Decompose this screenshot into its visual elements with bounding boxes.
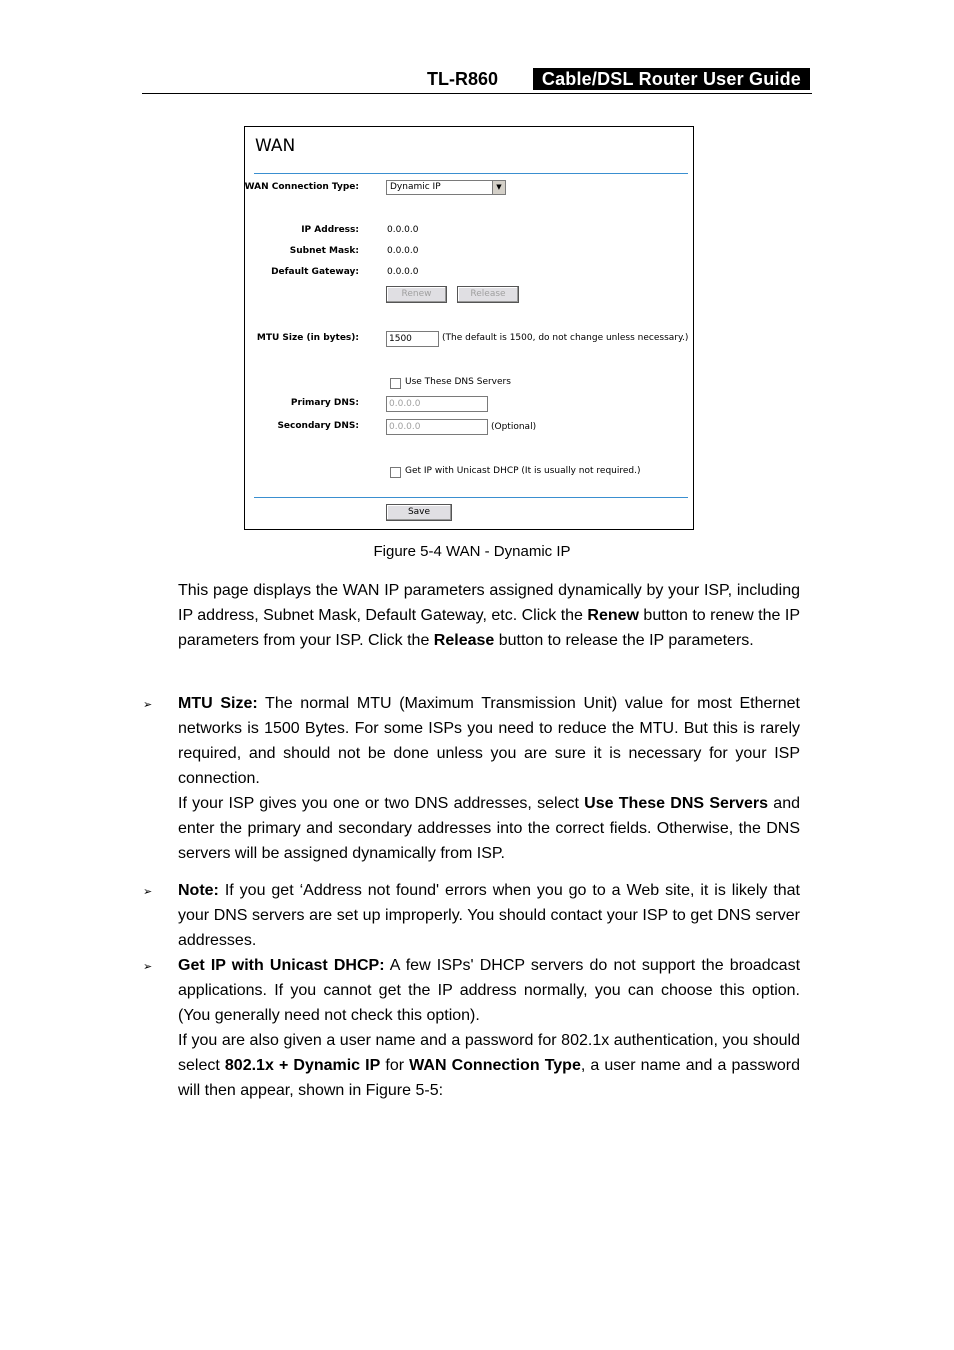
mtu-paragraph (178, 691, 800, 791)
intro-paragraph (178, 578, 800, 653)
bottom-divider (254, 497, 688, 498)
save-button[interactable]: Save (386, 504, 452, 521)
primary-dns-label: Primary DNS: (290, 398, 359, 408)
primary-dns-input[interactable]: 0.0.0.0 (386, 396, 488, 412)
secondary-dns-input[interactable]: 0.0.0.0 (386, 419, 488, 435)
note-term: Note: (178, 882, 219, 899)
secondary-dns-label: Secondary DNS: (277, 421, 359, 431)
default-gateway-label: Default Gateway: (271, 267, 359, 277)
dot1x-paragraph (178, 1028, 800, 1103)
dns-text-1: If your ISP gives you one or two DNS addresses, select (178, 795, 585, 812)
release-button[interactable]: Release (457, 286, 519, 303)
mtu-term: MTU Size: (178, 695, 258, 712)
dot1x-text-2: for (380, 1057, 410, 1074)
connection-type-value: Dynamic IP (390, 182, 441, 192)
ip-address-value: 0.0.0.0 (387, 225, 419, 235)
mtu-text: The normal MTU (Maximum Transmission Unit) value for most Ethernet networks is 1500 Bytes. For some ISPs you need to reduce the MTU. But this is rarely required, and should not be done unless you are sure it is necessary for your ISP connection. (178, 695, 800, 787)
optional-note: (Optional) (491, 422, 537, 432)
dot1x-text-1: If you are also given a user name and a password for 802.1x authentication, you should select (178, 1032, 800, 1074)
figure-caption: Figure 5-4 WAN - Dynamic IP (373, 543, 571, 560)
bullet-icon: ➢ (143, 961, 153, 973)
ip-address-label: IP Address: (301, 225, 359, 235)
unicast-term: Get IP with Unicast DHCP: (178, 957, 385, 974)
intro-text-1: This page displays the WAN IP parameters assigned dynamically by your ISP, including IP address, Subnet Mask, Default Gateway, etc. Click the (178, 582, 800, 624)
wan-settings-panel (244, 126, 694, 530)
default-gateway-value: 0.0.0.0 (387, 267, 419, 277)
page-header (142, 68, 812, 94)
use-dns-checkbox[interactable] (390, 378, 401, 389)
dot1x-text-3: , a user name and a password will then appear, shown in Figure 5-5: (178, 1057, 801, 1099)
model-name: TL-R860 (426, 69, 498, 89)
use-dns-term: Use These DNS Servers (584, 795, 769, 812)
wan-connection-type-term: WAN Connection Type (409, 1057, 581, 1074)
renew-button[interactable]: Renew (386, 286, 447, 303)
unicast-dhcp-label: Get IP with Unicast DHCP (It is usually not required.) (405, 466, 641, 476)
unicast-paragraph (178, 953, 800, 1028)
dns-text-2: and enter the primary and secondary addresses into the correct fields. Otherwise, the DNS servers will be assigned dynamically from ISP. (178, 795, 800, 862)
note-paragraph (178, 878, 800, 953)
mtu-label: MTU Size (in bytes): (256, 333, 359, 343)
mtu-input[interactable]: 1500 (386, 331, 439, 347)
connection-type-label: WAN Connection Type: (244, 182, 359, 192)
note-text: If you get ‘Address not found' errors when you go to a Web site, it is likely that your DNS servers are set up improperly. You should contact your ISP to get DNS server addresses. (178, 882, 800, 949)
subnet-mask-label: Subnet Mask: (289, 246, 359, 256)
mtu-note: (The default is 1500, do not change unless necessary.) (442, 333, 689, 343)
subnet-mask-value: 0.0.0.0 (387, 246, 419, 256)
release-term: Release (433, 632, 495, 649)
unicast-text: A few ISPs' DHCP servers do not support the broadcast applications. If you cannot get the IP address normally, you can choose this option. (You generally need not check this option). (178, 957, 801, 1024)
intro-text-2: button to renew the IP parameters from your ISP. Click the (178, 607, 800, 649)
guide-title: Cable/DSL Router User Guide (533, 68, 810, 90)
renew-term: Renew (587, 607, 639, 624)
connection-type-select[interactable] (386, 180, 506, 195)
chevron-down-icon[interactable]: ▼ (492, 181, 505, 194)
panel-title: WAN (255, 136, 296, 156)
unicast-dhcp-checkbox[interactable] (390, 467, 401, 478)
bullet-icon: ➢ (143, 699, 153, 711)
use-dns-label: Use These DNS Servers (405, 377, 511, 387)
intro-text-3: button to release the IP parameters. (494, 632, 754, 649)
dot1x-term: 802.1x + Dynamic IP (224, 1057, 381, 1074)
dns-paragraph (178, 791, 800, 866)
top-divider (254, 173, 688, 174)
bullet-icon: ➢ (143, 886, 153, 898)
